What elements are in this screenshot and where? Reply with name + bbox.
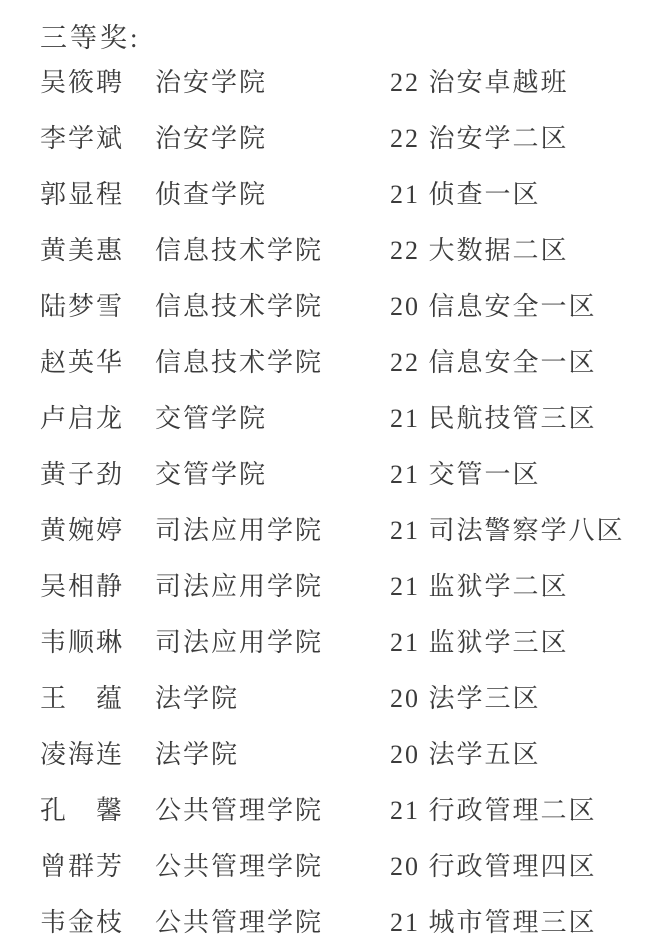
award-list: [40, 52, 648, 948]
student-name: 韦金枝: [40, 907, 125, 937]
table-row: [40, 724, 648, 780]
college-name: 公共管理学院: [155, 851, 324, 881]
college-name: 治安学院: [155, 123, 268, 153]
table-row: [40, 612, 648, 668]
college-name: 司法应用学院: [155, 571, 324, 601]
college-name: 信息技术学院: [155, 235, 324, 265]
college-name: 信息技术学院: [155, 347, 324, 377]
college-name: 信息技术学院: [155, 291, 324, 321]
class-name: 22 治安学二区: [390, 123, 569, 153]
student-name: 吴相静: [40, 571, 125, 601]
student-name: 陆梦雪: [40, 291, 125, 321]
student-name: 凌海连: [40, 739, 125, 769]
student-name: 郭显程: [40, 179, 125, 209]
class-name: 21 侦查一区: [390, 179, 541, 209]
table-row: [40, 780, 648, 836]
student-name: 吴筱聘: [40, 67, 125, 97]
college-name: 治安学院: [155, 67, 268, 97]
college-name: 公共管理学院: [155, 907, 324, 937]
student-name: 黄子劲: [40, 459, 125, 489]
college-name: 侦查学院: [155, 179, 268, 209]
table-row: [40, 276, 648, 332]
student-name: 孔 馨: [40, 795, 125, 825]
student-name: 黄美惠: [40, 235, 125, 265]
class-name: 21 司法警察学八区: [390, 515, 625, 545]
table-row: [40, 388, 648, 444]
class-name: 20 法学五区: [390, 739, 541, 769]
student-name: 卢启龙: [40, 403, 125, 433]
college-name: 法学院: [155, 683, 240, 713]
table-row: [40, 220, 648, 276]
class-name: 21 城市管理三区: [390, 907, 597, 937]
college-name: 司法应用学院: [155, 627, 324, 657]
class-name: 21 行政管理二区: [390, 795, 597, 825]
class-name: 21 监狱学二区: [390, 571, 569, 601]
student-name: 曾群芳: [40, 851, 125, 881]
student-name: 赵英华: [40, 347, 125, 377]
class-name: 21 民航技管三区: [390, 403, 597, 433]
table-row: [40, 500, 648, 556]
class-name: 20 行政管理四区: [390, 851, 597, 881]
table-row: [40, 668, 648, 724]
college-name: 交管学院: [155, 403, 268, 433]
table-row: [40, 52, 648, 108]
table-row: [40, 444, 648, 500]
table-row: [40, 556, 648, 612]
table-row: [40, 836, 648, 892]
class-name: 22 大数据二区: [390, 235, 569, 265]
table-row: [40, 164, 648, 220]
student-name: 王 蕴: [40, 683, 125, 713]
class-name: 21 交管一区: [390, 459, 541, 489]
class-name: 21 监狱学三区: [390, 627, 569, 657]
class-name: 20 信息安全一区: [390, 291, 597, 321]
student-name: 李学斌: [40, 123, 125, 153]
award-level-heading: 三等奖:: [40, 23, 141, 53]
class-name: 22 信息安全一区: [390, 347, 597, 377]
table-row: [40, 332, 648, 388]
student-name: 黄婉婷: [40, 515, 125, 545]
college-name: 公共管理学院: [155, 795, 324, 825]
table-row: [40, 108, 648, 164]
class-name: 20 法学三区: [390, 683, 541, 713]
table-row: [40, 892, 648, 948]
class-name: 22 治安卓越班: [390, 67, 569, 97]
college-name: 司法应用学院: [155, 515, 324, 545]
student-name: 韦顺琳: [40, 627, 125, 657]
college-name: 法学院: [155, 739, 240, 769]
college-name: 交管学院: [155, 459, 268, 489]
